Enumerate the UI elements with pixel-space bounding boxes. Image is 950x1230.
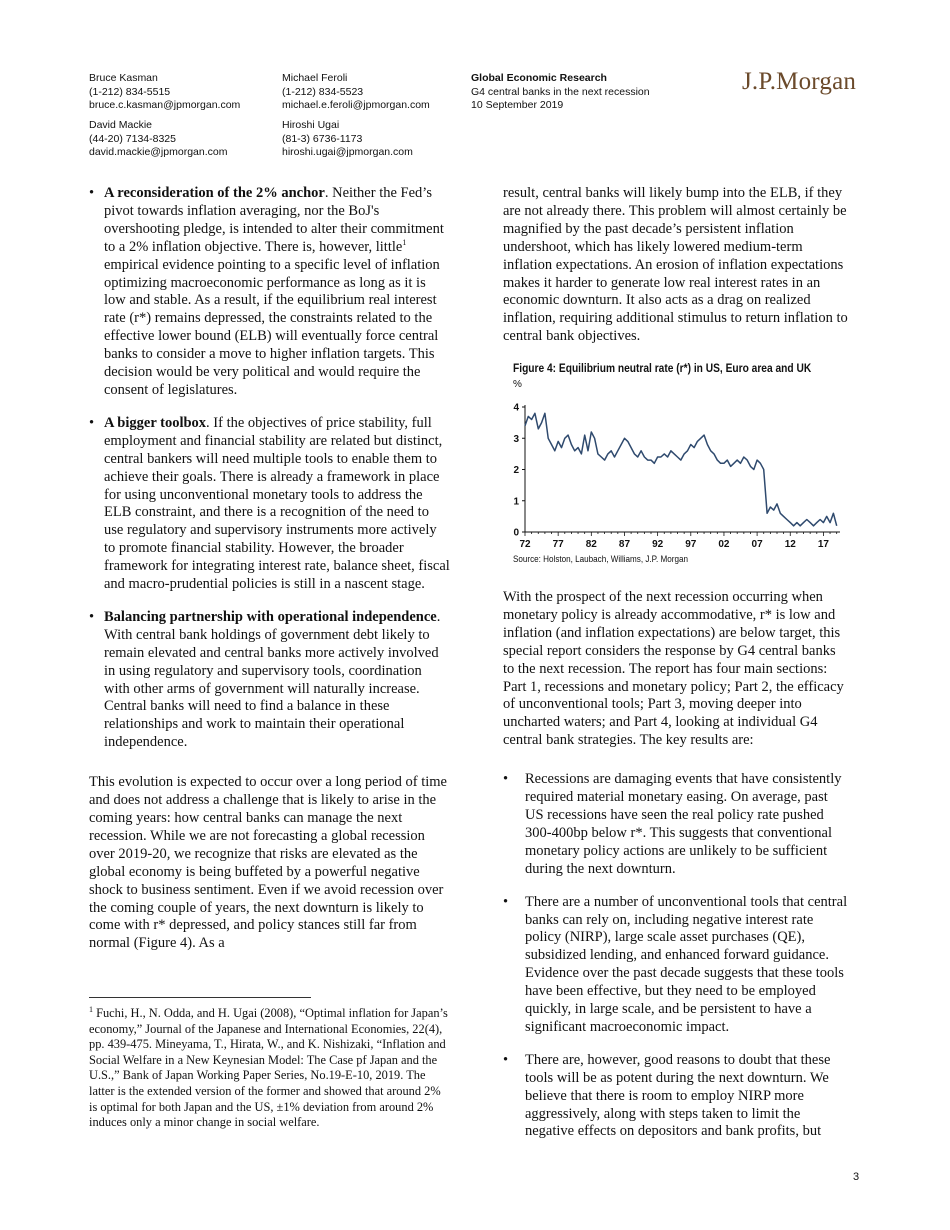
- x-tick-label: 72: [519, 539, 531, 550]
- y-tick-label: 2: [513, 465, 519, 476]
- author-name: David Mackie: [89, 119, 153, 131]
- bullet-heading: Balancing partnership with operational independence: [104, 608, 437, 625]
- y-tick-label: 0: [513, 527, 519, 539]
- x-tick-label: 87: [618, 539, 631, 550]
- bullet-item: [503, 1052, 849, 1142]
- bullet-dot-icon: •: [89, 414, 95, 431]
- x-tick-label: 12: [784, 539, 796, 550]
- bullet-item: [89, 415, 451, 594]
- footnote: [89, 1006, 449, 1131]
- author-block: [89, 119, 227, 160]
- bullet-dot-icon: •: [503, 771, 509, 788]
- x-tick-label: 77: [552, 539, 564, 550]
- page-number: 3: [853, 1171, 860, 1183]
- jpmorgan-logo: J.P.Morgan: [742, 68, 857, 95]
- x-tick-label: 92: [652, 539, 664, 550]
- author-name: Bruce Kasman: [89, 72, 158, 84]
- bullet-text: . If the objectives of price stability, full employment and financial stability are related but distinct, central bankers will need multiple tools to enable them to achieve their goals. There is already a framework in place for using unconventional monetary tools to address the ELB constraint, and there is a recognition of the need to use regulatory and supervisory instruments more actively to promote financial stability. However, the broader framework for integrating interest rate, balance sheet, fiscal and macro-prudential policies is still in a nascent stage.: [104, 414, 450, 593]
- bullet-dot-icon: •: [89, 608, 95, 625]
- y-tick-label: 1: [513, 496, 519, 508]
- bullet-text: There are a number of unconventional tools that central banks can rely on, including negative interest rate policy (NIRP), large scale asset purchases (QE), subsidized lending, and enhanced forward guidance. Evidence over the past decade suggests that these tools have been effective, but they need to be employed quickly, in large scale, and be persistent to have a significant macroeconomic impact.: [525, 893, 848, 1035]
- x-tick-label: 17: [817, 539, 829, 550]
- bullet-item: [89, 609, 451, 752]
- series-line-rstar: [525, 413, 837, 526]
- author-phone: (1-212) 834-5523: [282, 85, 364, 98]
- x-tick-label: 82: [585, 539, 597, 550]
- x-tick-label: 97: [685, 539, 697, 550]
- figure-unit: %: [513, 379, 522, 390]
- bullet-text: empirical evidence pointing to a specific level of inflation optimizing macroeconomic performance as long as it is low and stable. As a result, if the equilibrium real interest rate (r*) remains depressed, the constraints related to the effective lower bound (ELB) will eventually force central banks to consider a move to higher inflation targets. This decision would be very political and would require the consent of legislatures.: [104, 256, 440, 398]
- author-email[interactable]: david.mackie@jpmorgan.com: [89, 146, 228, 158]
- bullet-item: [503, 771, 849, 878]
- author-email[interactable]: michael.e.feroli@jpmorgan.com: [282, 99, 430, 111]
- bullet-text: . With central bank holdings of government debt likely to remain elevated and central banks more actively involved in using regulatory and supervisory tools, coordination with other arms of government will naturally increase. Central banks will need to find a balance in these relationships and work to maintain their operational independence.: [104, 608, 441, 751]
- footnote-ref[interactable]: 1: [402, 237, 407, 247]
- author-phone: (44-20) 7134-8325: [89, 132, 176, 145]
- author-name: Hiroshi Ugai: [282, 119, 340, 131]
- author-email[interactable]: hiroshi.ugai@jpmorgan.com: [282, 146, 413, 158]
- footnote-text: Fuchi, H., N. Odda, and H. Ugai (2008), “Optimal inflation for Japan’s economy,” Journal of the Japanese and International Economies, 22(4), pp. 439-475. Mineyama, T., Hirata, W., and K. Nishizaki, “Inflation and Social Welfare in a New Keynesian Model: The Case pf Japan and the U.S.,” Bank of Japan Working Paper Series, No.19-E-10, 2019. The latter is the extended version of the former and showed that around 2% is optimal for both Japan and the US, ±1% deviation from around 2% induces only a minor change in social welfare.: [89, 1006, 448, 1130]
- body-paragraph: This evolution is expected to occur over a long period of time and does not address a challenge that is likely to arise in the coming years: how central banks can manage the next recession. While we are not forecasting a global recession over 2019-20, we recognize that risks are elevated as the global economy is being buffeted by a powerful negative shock to business sentiment. Even if we avoid recession over the coming couple of years, the next downturn is likely to come with r* depressed, and policy stances still far from normal (Figure 4). As a: [89, 774, 447, 952]
- author-block: [282, 72, 430, 113]
- figure-title: Figure 4: Equilibrium neutral rate (r*) in US, Euro area and UK: [513, 362, 812, 375]
- bullet-text: Recessions are damaging events that have consistently required material monetary easing. On average, past US recessions have seen the real policy rate pushed 300-400bp below r*. This suggests that conventional monetary policy actions are unlikely to be sufficient during the next downturn.: [525, 771, 842, 877]
- y-tick-label: 4: [513, 402, 519, 414]
- author-phone: (1-212) 834-5515: [89, 85, 171, 98]
- report-header: [471, 72, 650, 113]
- body-paragraph: result, central banks will likely bump into the ELB, if they are not already there. This problem will almost certainly be magnified by the past decade’s persistent inflation undershoot, which has likely lowered medium-term inflation expectations. An erosion of inflation expectations makes it harder to generate low real interest rates in an economic downturn. It also acts as a drag on realized inflation, requiring additional stimulus to return inflation to central bank objectives.: [503, 185, 848, 345]
- bullet-item: [89, 185, 451, 400]
- right-column-top: [503, 185, 849, 346]
- left-column: [89, 185, 451, 953]
- right-column-bottom: [503, 589, 849, 1156]
- footnote-mark: 1: [89, 1004, 93, 1014]
- y-tick-label: 3: [513, 433, 519, 445]
- bullet-item: [503, 894, 849, 1037]
- bullet-dot-icon: •: [503, 893, 509, 910]
- bullet-dot-icon: •: [503, 1051, 509, 1068]
- x-tick-label: 07: [751, 539, 763, 550]
- author-phone: (81-3) 6736-1173: [282, 132, 363, 145]
- x-tick-label: 02: [718, 539, 730, 550]
- author-email[interactable]: bruce.c.kasman@jpmorgan.com: [89, 99, 241, 111]
- bullet-heading: A bigger toolbox: [104, 414, 207, 431]
- bullet-text: There are, however, good reasons to doubt that these tools will be as potent during the next downturn. We believe that there is room to employ NIRP more aggressively, along with steps taken to limit the negative effects on depositors and bank profits, but: [525, 1051, 831, 1140]
- body-paragraph: With the prospect of the next recession occurring when monetary policy is already accommodative, r* is low and inflation (and inflation expectations) are below target, this special report considers the response by G4 central banks to the next recession. The report has four main sections: Part 1, recessions and monetary policy; Part 2, the efficacy of unconventional tools; Part 3, moving deeper into uncharted waters; and Part 4, looking at individual G4 central bank strategies. The key results are:: [503, 589, 844, 749]
- rstar-line-chart: [500, 395, 850, 555]
- bullet-text: . Neither the Fed’s pivot towards inflation averaging, nor the BoJ's overshooting pledge, is intended to alter their commitment to a 2% inflation objective. There is, however, little: [104, 185, 444, 255]
- author-block: [89, 72, 240, 113]
- bullet-heading: A reconsideration of the 2% anchor: [104, 185, 325, 201]
- author-name: Michael Feroli: [282, 72, 348, 84]
- bullet-dot-icon: •: [89, 185, 95, 201]
- footnote-divider: [89, 997, 311, 998]
- figure-source: Source: Holston, Laubach, Williams, J.P. Morgan: [513, 554, 688, 564]
- report-date: 10 September 2019: [471, 99, 564, 111]
- report-series: Global Economic Research: [471, 72, 607, 84]
- report-title: G4 central banks in the next recession: [471, 85, 650, 98]
- author-block: [282, 119, 413, 160]
